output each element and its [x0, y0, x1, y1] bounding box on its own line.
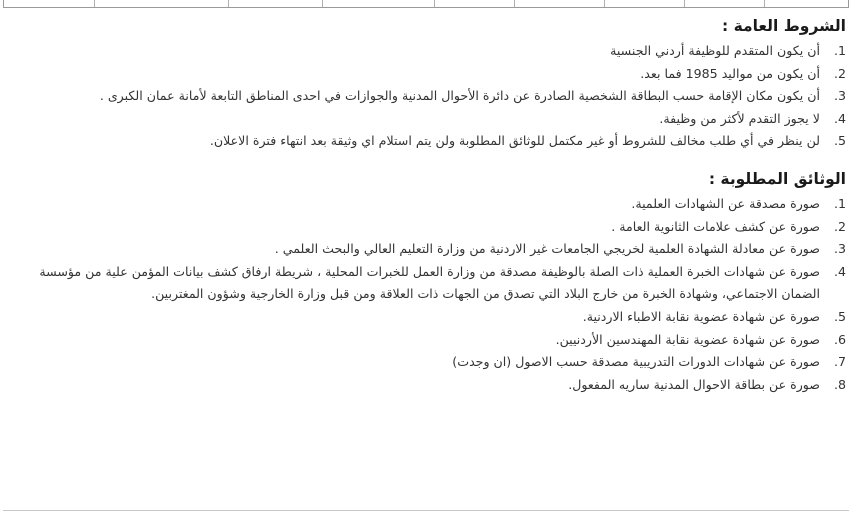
list-item: [6, 63, 846, 86]
table-column-divider: [514, 0, 515, 7]
table-bottom-edge: [3, 0, 849, 8]
list-item: [6, 306, 846, 329]
list-item: [6, 108, 846, 131]
item-text: صورة مصدقة عن الشهادات العلمية.: [631, 195, 820, 211]
item-number: 6.: [833, 331, 846, 347]
item-number: 1.: [833, 43, 846, 58]
item-number: 5.: [833, 133, 846, 149]
item-number: 5.: [833, 308, 846, 324]
item-text: أن يكون المتقدم للوظيفة أردني الجنسية: [610, 43, 820, 58]
list-item: [6, 351, 846, 374]
general-conditions-heading: الشروط العامة :: [722, 17, 846, 35]
list-item: [6, 329, 846, 352]
item-number: 2.: [833, 65, 846, 81]
item-number: 2.: [833, 218, 846, 234]
item-text: لا يجوز التقدم لأكثر من وظيفة.: [659, 110, 820, 126]
item-number: 1.: [833, 195, 846, 211]
table-column-divider: [604, 0, 605, 7]
list-item: [6, 40, 846, 63]
item-text: أن يكون من مواليد 1985 فما بعد.: [640, 65, 820, 81]
item-number: 3.: [833, 241, 846, 257]
general-conditions-list: [6, 40, 846, 153]
table-column-divider: [764, 0, 765, 7]
list-item: [6, 374, 846, 397]
item-text: صورة عن شهادات الدورات التدريبية مصدقة حسب الاصول (ان وجدت): [452, 354, 820, 370]
document-body: [6, 12, 846, 396]
list-item: [6, 193, 846, 216]
item-text: أن يكون مكان الإقامة حسب البطاقة الشخصية الصادرة عن دائرة الأحوال المدنية والجوازات في احدى المناطق التابعة لأمانة عمان الكبرى .: [99, 88, 820, 104]
item-number: 4.: [833, 110, 846, 126]
list-item: [6, 216, 846, 239]
item-text: صورة عن شهادة عضوية نقابة المهندسين الأردنيين.: [555, 331, 820, 347]
item-text: صورة عن بطاقة الاحوال المدنية ساريه المفعول.: [568, 376, 820, 392]
table-column-divider: [94, 0, 95, 7]
item-number: 7.: [833, 354, 846, 370]
item-number: 3.: [833, 88, 846, 104]
list-item: [6, 238, 846, 261]
item-number: 8.: [833, 376, 846, 392]
general-conditions-section: [6, 12, 846, 153]
required-documents-section: [6, 165, 846, 396]
item-number: 4.: [833, 263, 846, 279]
list-item: [6, 85, 846, 108]
table-column-divider: [228, 0, 229, 7]
table-column-divider: [684, 0, 685, 7]
item-text: لن ينظر في أي طلب مخالف للشروط أو غير مكتمل للوثائق المطلوبة ولن يتم استلام اي وثيقة بعد انتهاء فترة الاعلان.: [209, 133, 820, 149]
required-documents-list: [6, 193, 846, 396]
required-documents-heading: الوثائق المطلوبة :: [708, 169, 846, 188]
item-text: صورة عن شهادات الخبرة العملية ذات الصلة بالوظيفة مصدقة من وزارة العمل للخبرات المحلية ، شريطة ارفاق كشف بيانات المؤمن علية من مؤسسة الضمان الاجتماعي، وشهادة الخبرة من خارج البلاد التي تصدق من الجهات ذات العلاقة ومن قبل وزارة الخارجية وشؤون المغتربين.: [39, 263, 820, 302]
table-column-divider: [434, 0, 435, 7]
item-text: صورة عن معادلة الشهادة العلمية لخريجي الجامعات غير الاردنية من وزارة التعليم العالي والبحث العلمي .: [274, 241, 820, 257]
list-item: [6, 130, 846, 153]
list-item: [6, 261, 846, 306]
table-column-divider: [322, 0, 323, 7]
item-text: صورة عن شهادة عضوية نقابة الاطباء الاردنية.: [582, 308, 820, 324]
bottom-divider: [3, 510, 849, 511]
item-text: صورة عن كشف علامات الثانوية العامة .: [611, 218, 820, 234]
